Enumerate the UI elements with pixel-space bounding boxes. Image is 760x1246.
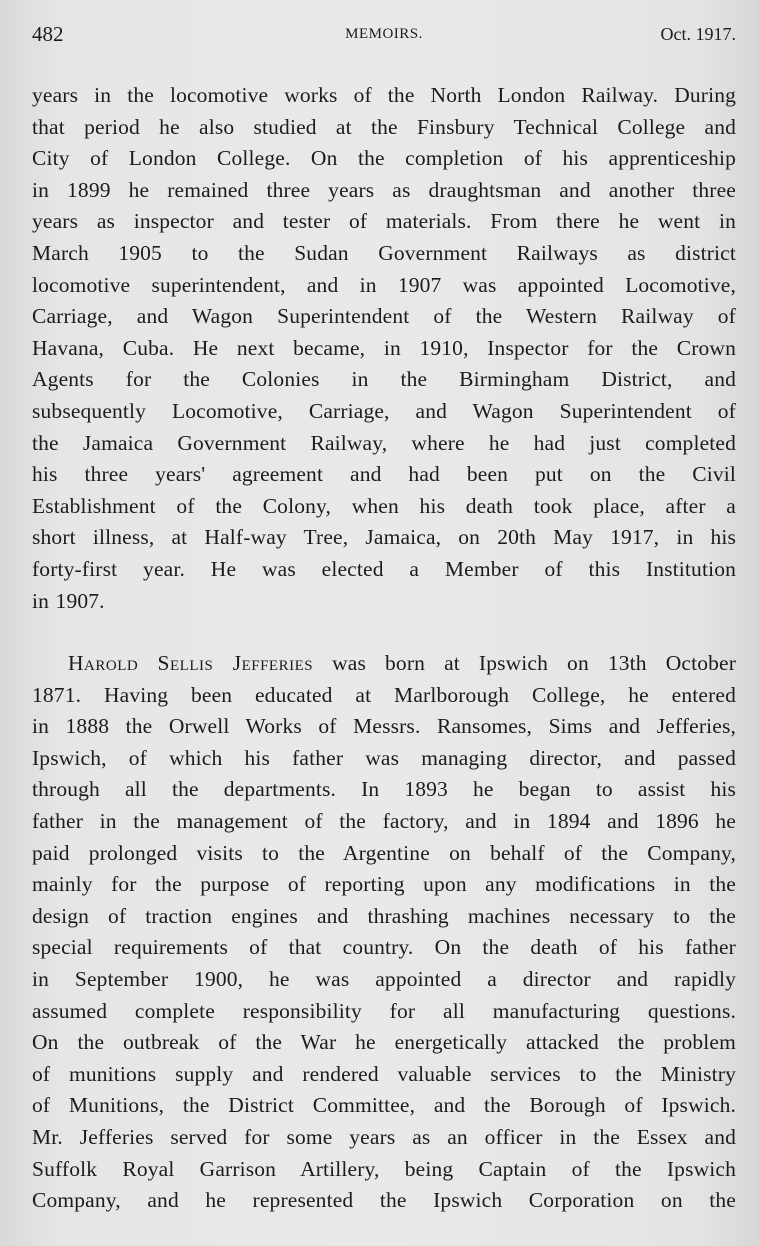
- text-line: locomotive superintendent, and in 1907 was appointed Locomotive,: [32, 272, 736, 297]
- text-line: assumed complete responsibility for all manufacturing questions.: [32, 998, 736, 1023]
- first-line-text: was born at Ipswich on 13th October: [313, 651, 736, 675]
- text-line: in September 1900, he was appointed a director and rapidly: [32, 966, 736, 991]
- text-line: Establishment of the Colony, when his death took place, after a: [32, 493, 736, 518]
- page-header: [32, 22, 736, 52]
- text-line: of Munitions, the District Committee, and the Borough of Ipswich.: [32, 1093, 736, 1118]
- header-date: Oct. 1917.: [660, 24, 736, 44]
- text-line: of munitions supply and rendered valuable services to the Ministry: [32, 1061, 736, 1086]
- text-line: 1871. Having been educated at Marlborough College, he entered: [32, 682, 736, 707]
- text-line: subsequently Locomotive, Carriage, and Wagon Superintendent of: [32, 398, 736, 423]
- text-line: mainly for the purpose of reporting upon any modifications in the: [32, 872, 736, 897]
- memoir-paragraph-1: [32, 80, 736, 617]
- text-line: that period he also studied at the Finsbury Technical College and: [32, 114, 736, 139]
- text-line: years in the locomotive works of the North London Railway. During: [32, 83, 736, 107]
- subject-name: Harold Sellis Jefferies: [68, 651, 314, 675]
- text-line: Carriage, and Wagon Superintendent of the Western Railway of: [32, 304, 736, 329]
- text-line: the Jamaica Government Railway, where he had just completed: [32, 430, 736, 455]
- text-line: March 1905 to the Sudan Government Railways as district: [32, 240, 736, 265]
- text-line: design of traction engines and thrashing machines necessary to the: [32, 903, 736, 928]
- text-line: Havana, Cuba. He next became, in 1910, Inspector for the Crown: [32, 335, 736, 360]
- text-line: short illness, at Half-way Tree, Jamaica, on 20th May 1917, in his: [32, 525, 736, 550]
- text-line: Mr. Jefferies served for some years as an officer in the Essex and: [32, 1124, 736, 1149]
- text-line: City of London College. On the completion of his apprenticeship: [32, 146, 736, 171]
- text-line: paid prolonged visits to the Argentine on behalf of the Company,: [32, 840, 736, 865]
- text-line: in 1899 he remained three years as draughtsman and another three: [32, 177, 736, 202]
- text-line: special requirements of that country. On the death of his father: [32, 935, 736, 960]
- text-line: years as inspector and tester of materials. From there he went in: [32, 209, 736, 234]
- text-line: Company, and he represented the Ipswich Corporation on the: [32, 1188, 736, 1213]
- running-title: MEMOIRS.: [345, 26, 423, 42]
- text-line: his three years' agreement and had been put on the Civil: [32, 462, 736, 487]
- text-line: father in the management of the factory, and in 1894 and 1896 he: [32, 808, 736, 833]
- text-line: through all the departments. In 1893 he began to assist his: [32, 777, 736, 802]
- text-line: in 1888 the Orwell Works of Messrs. Ransomes, Sims and Jefferies,: [32, 714, 736, 739]
- text-line: Agents for the Colonies in the Birmingham District, and: [32, 367, 736, 392]
- text-line: in 1907.: [32, 588, 105, 613]
- paragraph-first-line: [32, 648, 736, 680]
- text-line: Suffolk Royal Garrison Artillery, being Captain of the Ipswich: [32, 1156, 736, 1181]
- text-line: On the outbreak of the War he energetically attacked the problem: [32, 1030, 736, 1055]
- memoir-paragraph-2: [32, 648, 736, 1217]
- page-number: 482: [32, 22, 64, 46]
- text-line: forty-first year. He was elected a Member of this Institution: [32, 556, 736, 581]
- text-line: Ipswich, of which his father was managing director, and passed: [32, 745, 736, 770]
